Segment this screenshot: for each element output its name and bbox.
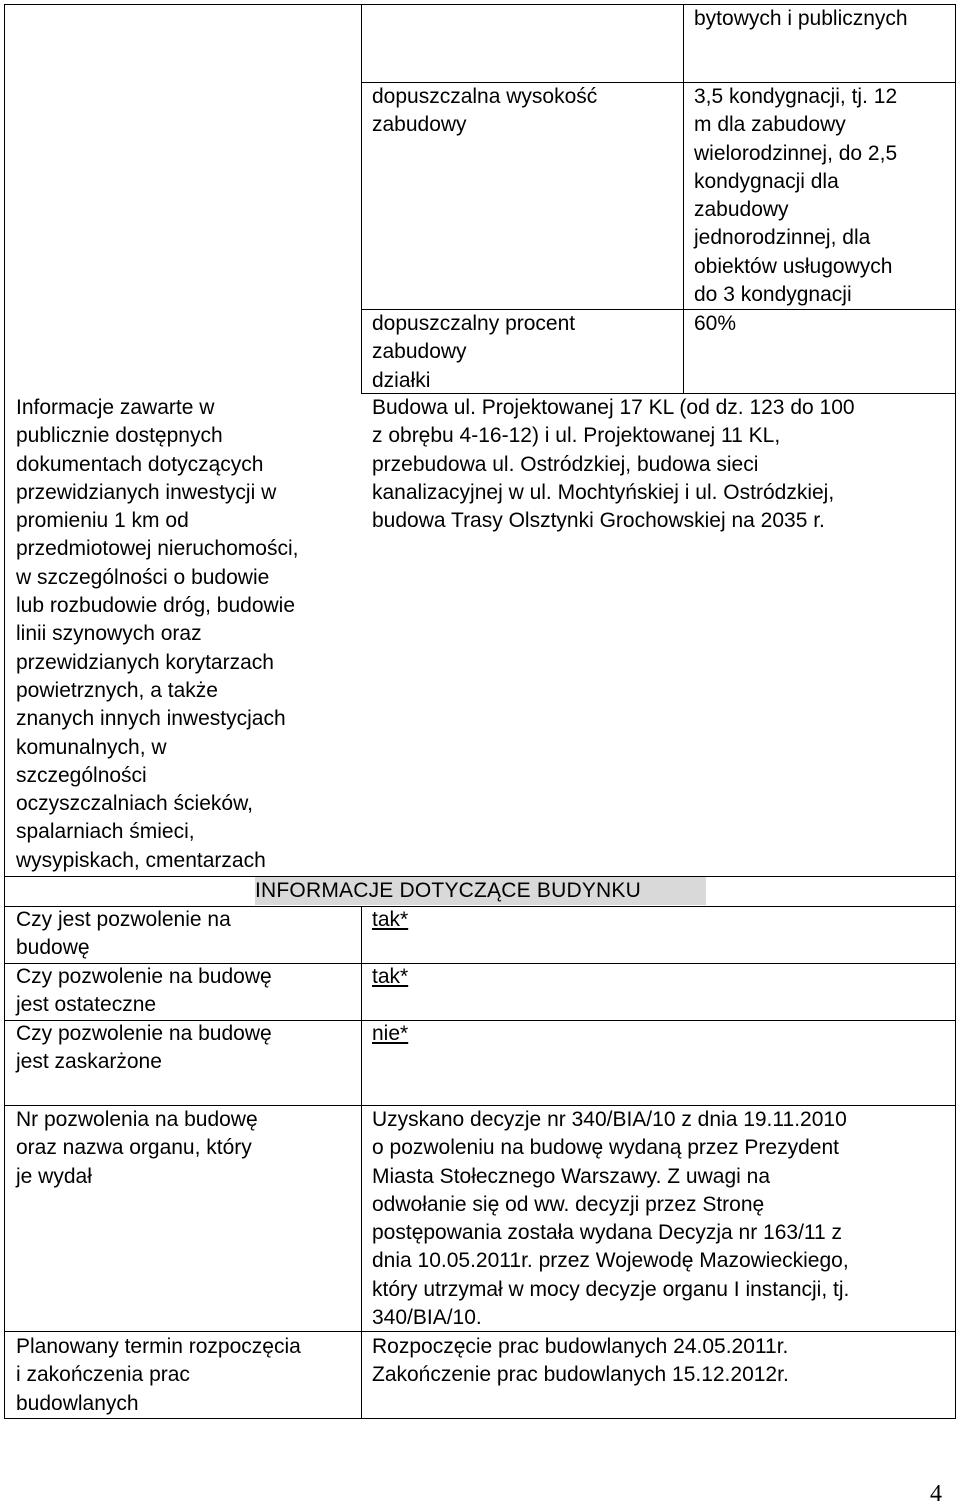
height-value: 3,5 kondygnacji, tj. 12 m dla zabudowy wielorodzinnej, do 2,5 kondygnacji dla zabudowy jednorodzinnej, dla obiektów usługowych do 3 kondygnacji bbox=[694, 85, 898, 307]
permit-final-label: Czy pozwolenie na budowę jest ostateczne bbox=[16, 965, 272, 1017]
height-label: dopuszczalna wysokość zabudowy bbox=[372, 85, 598, 137]
permit-appealed-label: Czy pozwolenie na budowę jest zaskarżone bbox=[16, 1022, 272, 1074]
percent-label: dopuszczalny procent zabudowy działki bbox=[372, 312, 576, 392]
border-bottom bbox=[4, 1418, 956, 1419]
percent-value: 60% bbox=[694, 312, 737, 335]
page-number: 4 bbox=[930, 1481, 942, 1507]
permit-final-value: tak* bbox=[372, 965, 409, 988]
schedule-value: Rozpoczęcie prac budowlanych 24.05.2011r. Zakończenie prac budowlanych 15.12.2012r. bbox=[372, 1335, 789, 1387]
divider-col2 bbox=[683, 4, 684, 393]
permit-appealed-value: nie* bbox=[372, 1022, 409, 1045]
section-heading: INFORMACJE DOTYCZĄCE BUDYNKU bbox=[255, 877, 706, 905]
divider-col1-lower bbox=[361, 906, 362, 1418]
divider-col1-upper bbox=[361, 4, 362, 393]
top-right-text: bytowych i publicznych bbox=[694, 7, 908, 30]
border-left bbox=[4, 4, 5, 1418]
schedule-label: Planowany termin rozpoczęcia i zakończenia prac budowlanych bbox=[16, 1335, 301, 1415]
permit-number-label: Nr pozwolenia na budowę oraz nazwa organu, który je wydał bbox=[16, 1108, 258, 1188]
investments-label: Informacje zawarte w publicznie dostępnych dokumentach dotyczących przewidzianych inwestycji w promieniu 1 km od przedmiotowej nieruchomości, w szczególności o budowie lub rozbudowie dróg, budowie linii szynowych oraz przewidzianych korytarzach powietrznych, a także znanych innych inwestycjach komunalnych, w szczególności oczyszczalniach ścieków, spalarniach śmieci, wysypiskach, cmentarzach bbox=[16, 396, 299, 872]
permit-number-value: Uzyskano decyzje nr 340/BIA/10 z dnia 19.11.2010 o pozwoleniu na budowę wydaną przez Prezydent Miasta Stołecznego Warszawy. Z uwagi na odwołanie się od ww. decyzji przez Stronę postępowania została wydana Decyzja nr 163/11 z dnia 10.05.2011r. przez Wojewodę Mazowieckiego, który utrzymał w mocy decyzje organu I instancji, tj. 340/BIA/10. bbox=[372, 1108, 850, 1330]
permit-exists-value: tak* bbox=[372, 908, 409, 931]
border-right bbox=[955, 4, 956, 1418]
investments-value: Budowa ul. Projektowanej 17 KL (od dz. 123 do 100 z obrębu 4-16-12) i ul. Projektowanej 11 KL, przebudowa ul. Ostródzkiej, budowa sieci kanalizacyjnej w ul. Mochtyńskiej i ul. Ostródzkiej, budowa Trasy Olsztynki Grochowskiej na 2035 r. bbox=[372, 396, 855, 533]
permit-exists-label: Czy jest pozwolenie na budowę bbox=[16, 908, 231, 960]
